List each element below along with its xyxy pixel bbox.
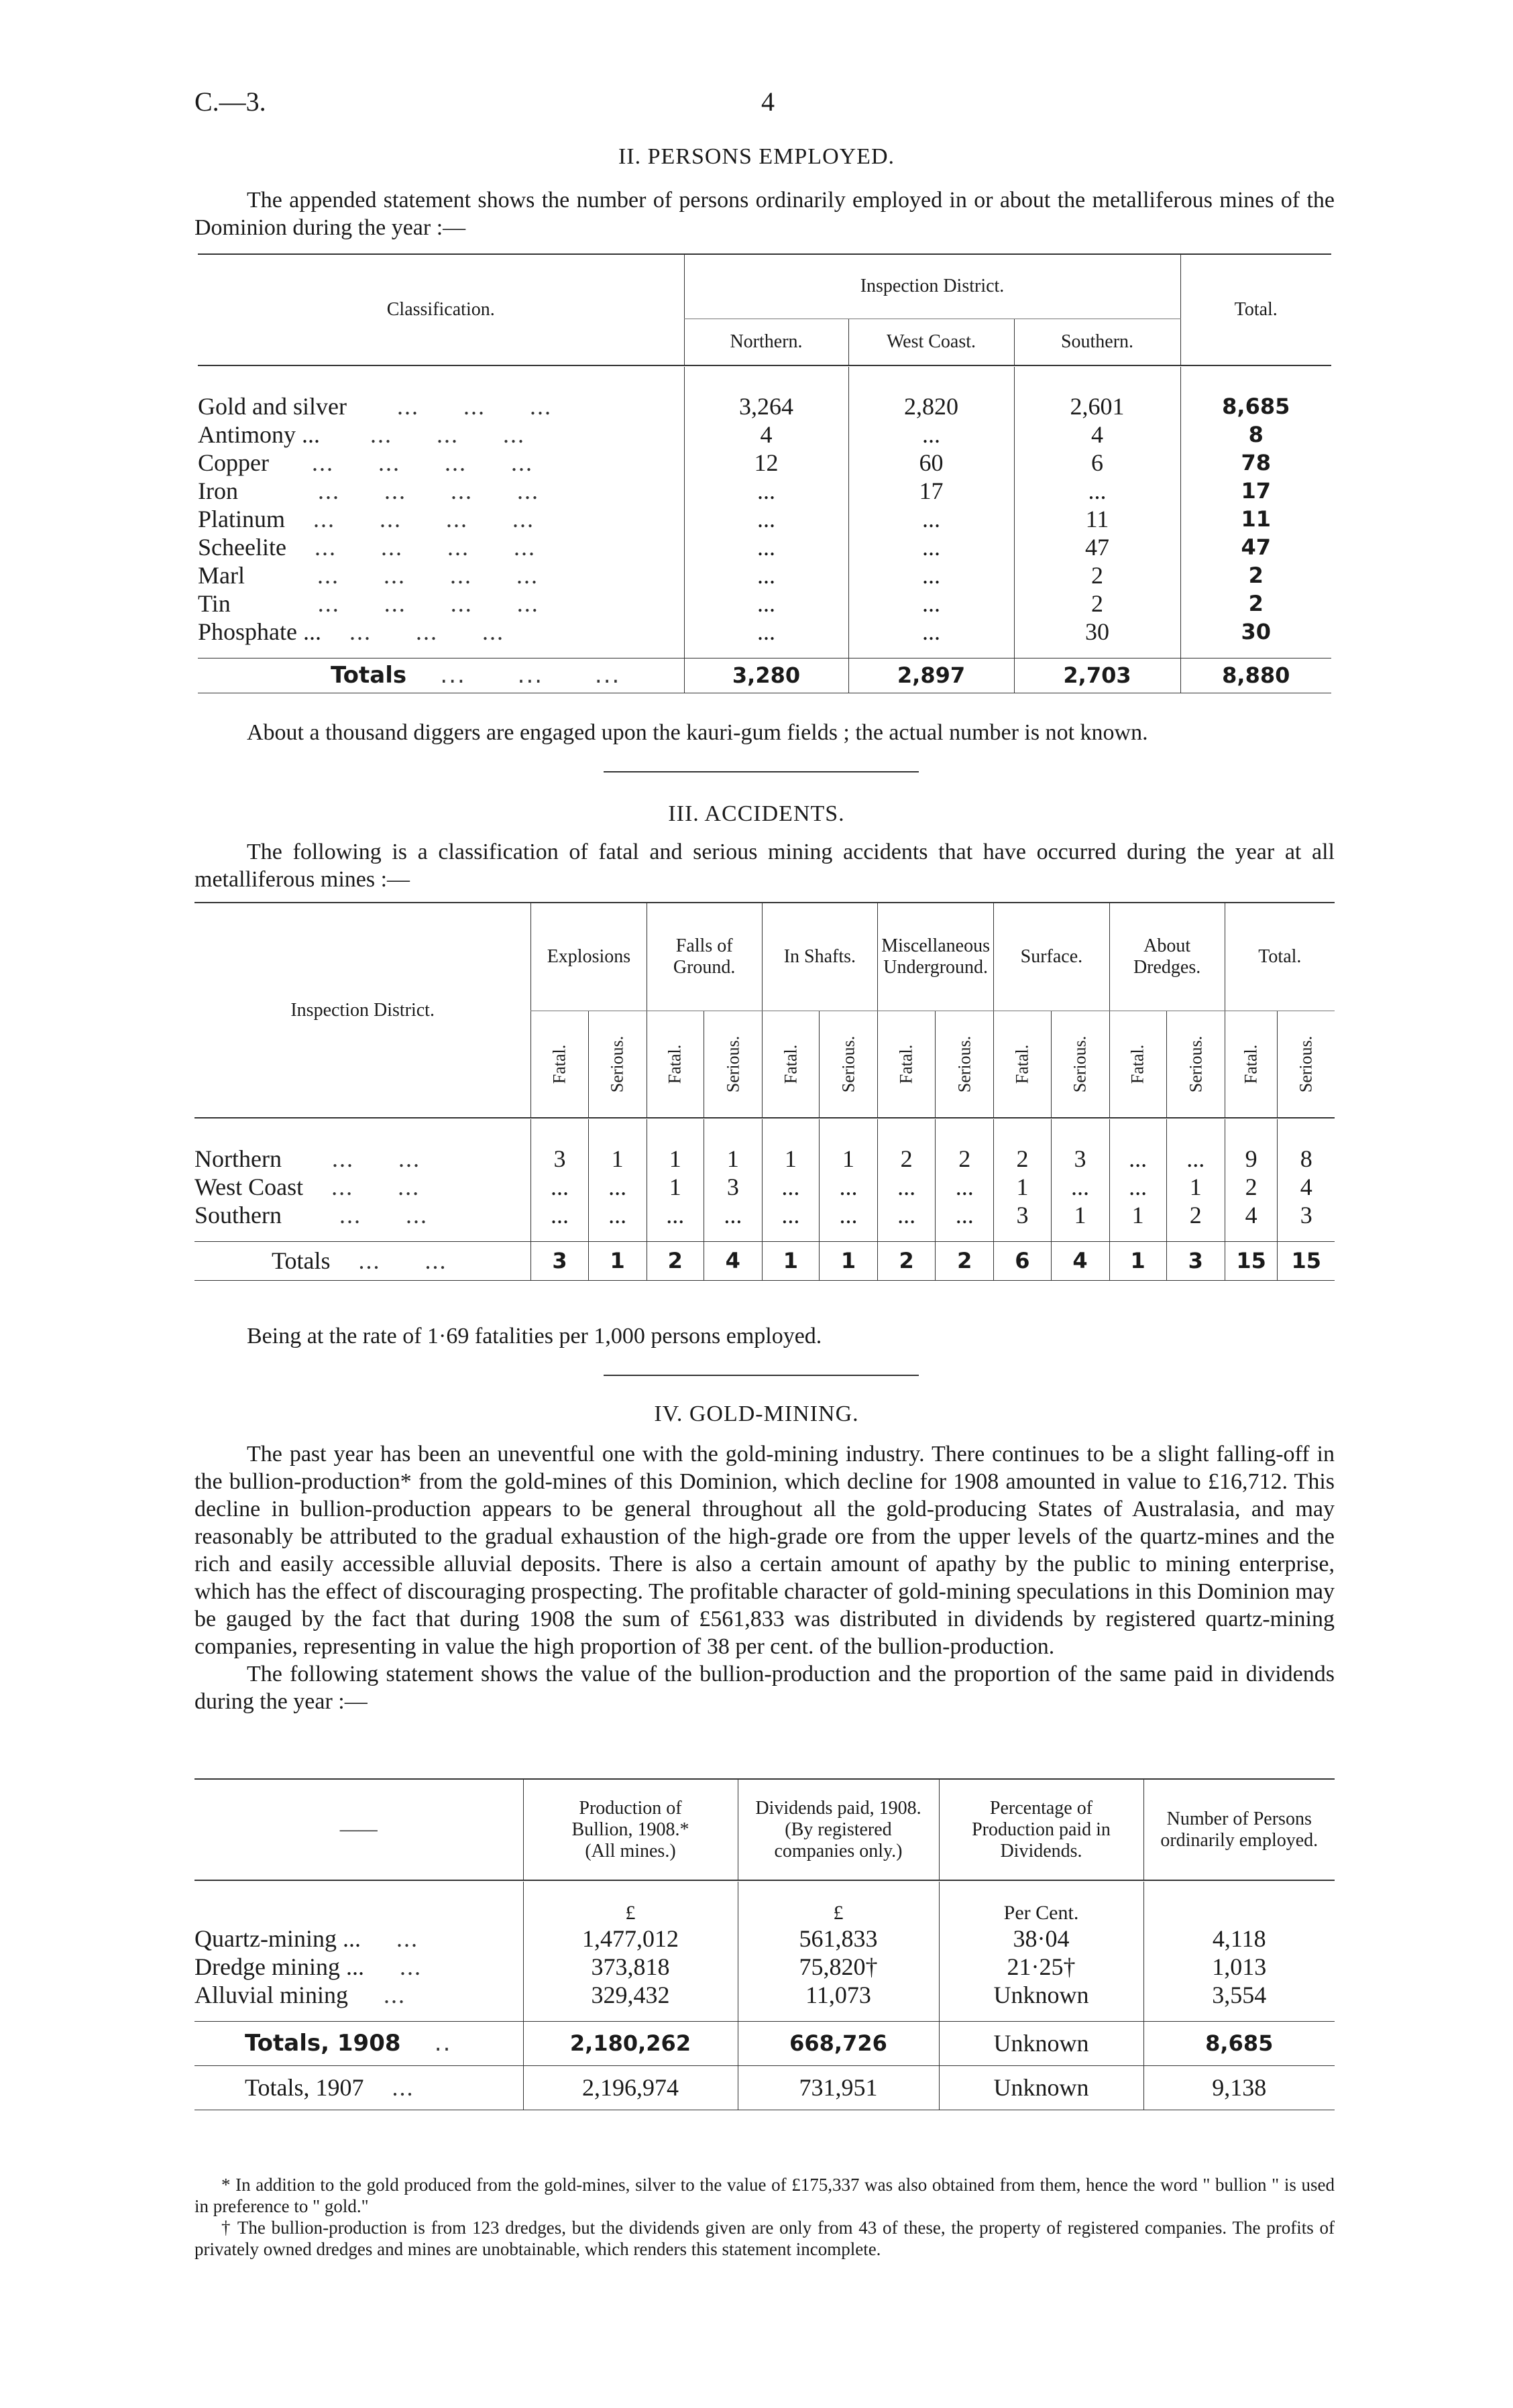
table-row: Iron ... ... ... ... ... 17 ... 17 — [198, 477, 1331, 505]
table-row: Scheelite ... ... ... ... ... ... 47 47 — [198, 533, 1331, 561]
miscellaneous-underground-header: Miscellaneous Underground. — [877, 903, 993, 1011]
persons-header: Number of Persons ordinarily employed. — [1143, 1780, 1335, 1880]
production-header: Production of Bullion, 1908.* (All mines.) — [523, 1780, 738, 1880]
page-reference: C.—3. — [194, 87, 266, 117]
table-row: Copper ... ... ... ... 12 60 6 78 — [198, 449, 1331, 477]
table-row: Gold and silver ... ... ... 3,264 2,820 2,601 8,685 — [198, 392, 1331, 420]
gold-mining-text: The past year has been an uneventful one with the gold-mining industry. There continues to be a slight falling-off in the bullion-production* from the gold-mines of this Dominion, which decline for 1908 amounted in value to £16,712. This decline in bullion-production appears to be general throughout all the gold-producing States of Australasia, and may reasonably be attributed to the gradual exhaustion of the high-grade ore from the upper levels of the quartz-mines and the rich and easily accessible alluvial deposits. There is also a certain amount of apathy by the public to mining enterprise, which has the effect of discouraging prospecting. The profitable character of gold-mining speculations in this Dominion may be gauged by the fact that during 1908 the sum of £561,833 was distributed in dividends by registered quartz-mining companies, representing in value the high proportion of 38 per cent. of the bullion-production. The following statement shows the value of the bullion-production and the proportion of the same paid in dividends during the year :— — [194, 1442, 1335, 1714]
serious-header: Serious. — [1070, 1035, 1090, 1092]
serious-header: Serious. — [722, 1035, 742, 1092]
section-divider — [604, 1375, 919, 1376]
serious-header: Serious. — [1296, 1035, 1316, 1092]
section-heading-gold-mining: IV. GOLD-MINING. — [654, 1401, 859, 1426]
footnote-bullion: * In addition to the gold produced from the gold-mines, silver to the value of £175,337 was also obtained from them, hence the word " bullion " is used in preference to " gold." — [194, 2175, 1335, 2216]
inspection-district-header: Inspection District. — [290, 999, 435, 1021]
total-header: Total. — [1225, 903, 1335, 1011]
west-coast-header: West Coast. — [848, 319, 1014, 365]
totals-row: Totals ... ... ... 3,280 2,897 2,703 8,880 — [198, 658, 1331, 693]
total-header: Total. — [1180, 255, 1331, 365]
table-row: Tin ... ... ... ... ... ... 2 2 — [198, 589, 1331, 618]
page-number: 4 — [761, 87, 775, 117]
units-row: £ £ Per Cent. — [194, 1882, 1335, 1925]
table-row: Platinum ... ... ... ... ... ... 11 11 — [198, 505, 1331, 533]
section-heading-persons-employed: II. PERSONS EMPLOYED. — [618, 144, 895, 169]
section-heading-accidents: III. ACCIDENTS. — [668, 801, 845, 826]
inspection-district-header: Inspection District. — [684, 255, 1180, 319]
blank-header: —— — [339, 1819, 378, 1840]
explosions-header: Explosions — [531, 903, 647, 1011]
table-row: Quartz-mining ... ... 1,477,012 561,833 38·04 4,118 — [194, 1925, 1335, 1953]
totals-row: Totals ... ... 3 1 2 4 1 1 2 2 6 4 1 3 15 15 — [194, 1241, 1335, 1280]
bullion-production-table — [194, 1780, 1335, 2110]
falls-of-ground-header: Falls of Ground. — [647, 903, 762, 1011]
section-divider — [604, 771, 919, 772]
table-row: Dredge mining ... ... 373,818 75,820† 21·25† 1,013 — [194, 1953, 1335, 1981]
kauri-gum-note: About a thousand diggers are engaged upon the kauri-gum fields ; the actual number is not known. — [247, 720, 1148, 745]
table-row: Marl ... ... ... ... ... ... 2 2 — [198, 561, 1331, 589]
persons-employed-table — [198, 255, 1331, 693]
totals-1907-row: Totals, 1907 ... 2,196,974 731,951 Unknown 9,138 — [194, 2065, 1335, 2110]
fatal-header: Fatal. — [1127, 1044, 1147, 1084]
serious-header: Serious. — [954, 1035, 974, 1092]
table-row: Southern ... ... ... ... ... ... ... ... ... ... 3 1 1 2 4 3 — [194, 1201, 1335, 1229]
in-shafts-header: In Shafts. — [762, 903, 877, 1011]
table-row: West Coast ... ... ... ... 1 3 ... ... ... ... 1 ... ... 1 2 4 — [194, 1173, 1335, 1201]
fatal-header: Fatal. — [665, 1044, 685, 1084]
fatality-rate-note: Being at the rate of 1·69 fatalities per 1,000 persons employed. — [247, 1324, 822, 1349]
fatal-header: Fatal. — [780, 1044, 800, 1084]
serious-header: Serious. — [838, 1035, 858, 1092]
classification-header: Classification. — [386, 299, 495, 320]
serious-header: Serious. — [1185, 1035, 1205, 1092]
fatal-header: Fatal. — [896, 1044, 916, 1084]
fatal-header: Fatal. — [1012, 1044, 1032, 1084]
fatal-header: Fatal. — [1241, 1044, 1261, 1084]
about-dredges-header: About Dredges. — [1109, 903, 1225, 1011]
table-row: Alluvial mining ... 329,432 11,073 Unknown 3,554 — [194, 1981, 1335, 2009]
accidents-intro: The following is a classification of fatal and serious mining accidents that have occurred during the year at all metalliferous mines :— — [194, 840, 1335, 892]
northern-header: Northern. — [684, 319, 848, 365]
surface-header: Surface. — [994, 903, 1109, 1011]
totals-1908-row: Totals, 1908 .. 2,180,262 668,726 Unknown 8,685 — [194, 2021, 1335, 2065]
table-row: Phosphate ... ... ... ... ... ... 30 30 — [198, 618, 1331, 646]
fatal-header: Fatal. — [549, 1044, 569, 1084]
footnote-dredges: † The bullion-production is from 123 dredges, but the dividends given are only from 43 of these, the property of registered companies. The profits of privately owned dredges and mines are unobtainable, which renders this statement incomplete. — [194, 2218, 1335, 2259]
table-row: Northern ... ... 3 1 1 1 1 1 2 2 2 3 ... ... 9 8 — [194, 1145, 1335, 1173]
percentage-header: Percentage of Production paid in Dividends. — [939, 1780, 1143, 1880]
dividends-header: Dividends paid, 1908. (By registered companies only.) — [738, 1780, 939, 1880]
table-row: Antimony ... ... ... ... 4 ... 4 8 — [198, 420, 1331, 449]
serious-header: Serious. — [607, 1035, 627, 1092]
footnotes — [194, 2174, 1335, 2260]
persons-employed-intro: The appended statement shows the number of persons ordinarily employed in or about the metalliferous mines of the Dominion during the year :— — [194, 188, 1335, 240]
accidents-table — [194, 903, 1335, 1281]
southern-header: Southern. — [1014, 319, 1180, 365]
